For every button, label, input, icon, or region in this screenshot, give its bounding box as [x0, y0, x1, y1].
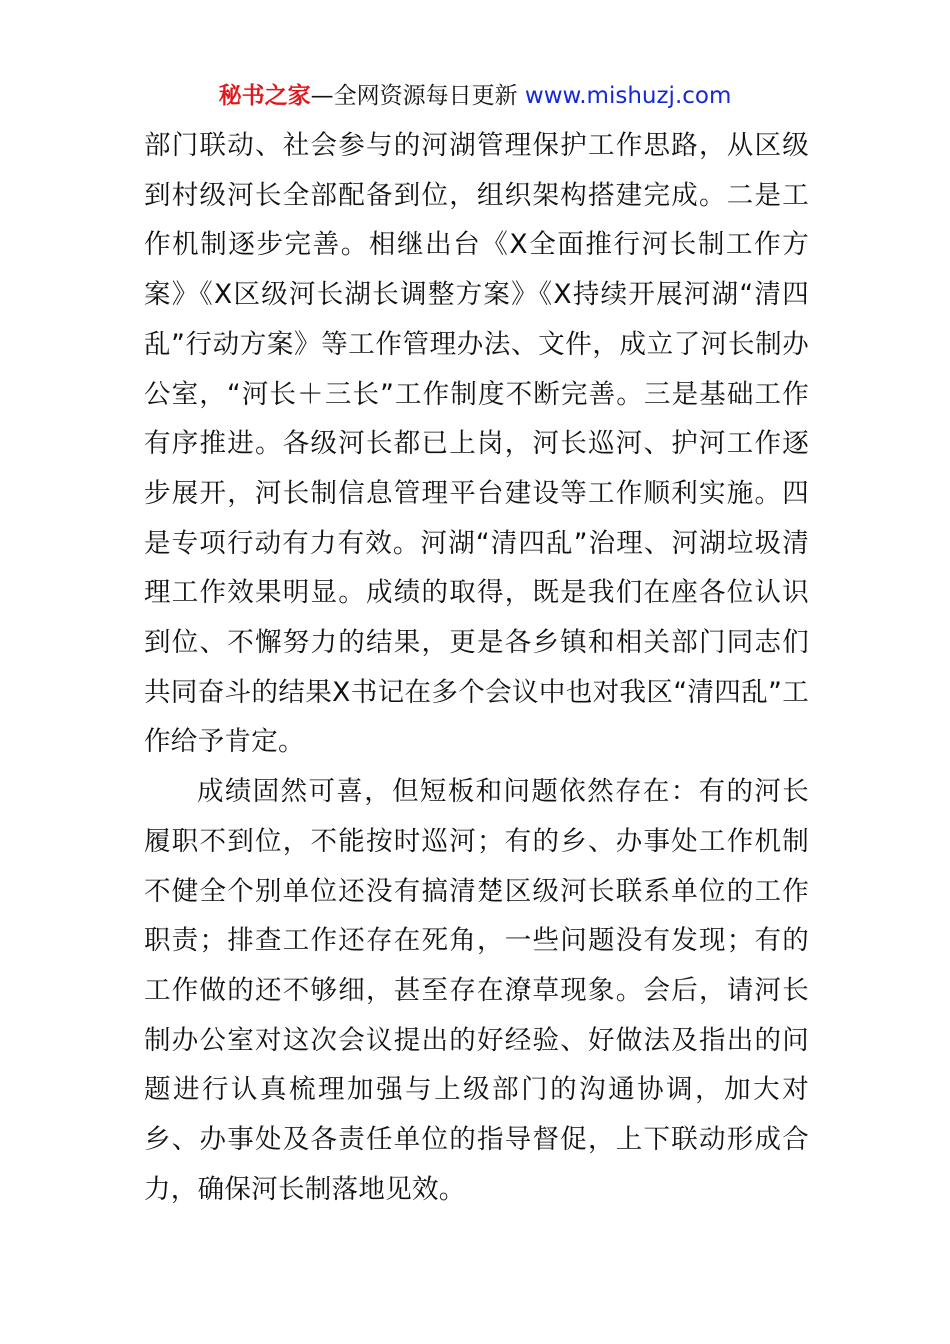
brand-name: 秘书之家	[218, 83, 311, 109]
page-header	[0, 80, 950, 112]
paragraph-1: 部门联动、社会参与的河湖管理保护工作思路，从区级到村级河长全部配备到位，组织架构搭建完成。二是工作机制逐步完善。相继出台《X全面推行河长制工作方案》《X区级河长湖长调整方案》《X持续开展河湖“清四乱”行动方案》等工作管理办法、文件，成立了河长制办公室，“河长＋三长”工作制度不断完善。三是基础工作有序推进。各级河长都已上岗，河长巡河、护河工作逐步展开，河长制信息管理平台建设等工作顺利实施。四是专项行动有力有效。河湖“清四乱”治理、河湖垃圾清理工作效果明显。成绩的取得，既是我们在座各位认识到位、不懈努力的结果，更是各乡镇和相关部门同志们共同奋斗的结果X书记在多个会议中也对我区“清四乱”工作给予肯定。	[144, 130, 809, 758]
paragraph-2: 成绩固然可喜，但短板和问题依然存在：有的河长履职不到位，不能按时巡河；有的乡、办事处工作机制不健全个别单位还没有搞清楚区级河长联系单位的工作职责；排查工作还存在死角，一些问题没有发现；有的工作做的还不够细，甚至存在潦草现象。会后，请河长制办公室对这次会议提出的好经验、好做法及指出的问题进行认真梳理加强与上级部门的沟通协调，加大对乡、办事处及各责任单位的指导督促，上下联动形成合力，确保河长制落地见效。	[144, 776, 809, 1205]
header-slogan: 全网资源每日更新	[333, 83, 518, 109]
document-body	[144, 121, 809, 1214]
site-url-link[interactable]: www.mishuzj.com	[524, 83, 732, 109]
header-dash: —	[310, 83, 334, 109]
